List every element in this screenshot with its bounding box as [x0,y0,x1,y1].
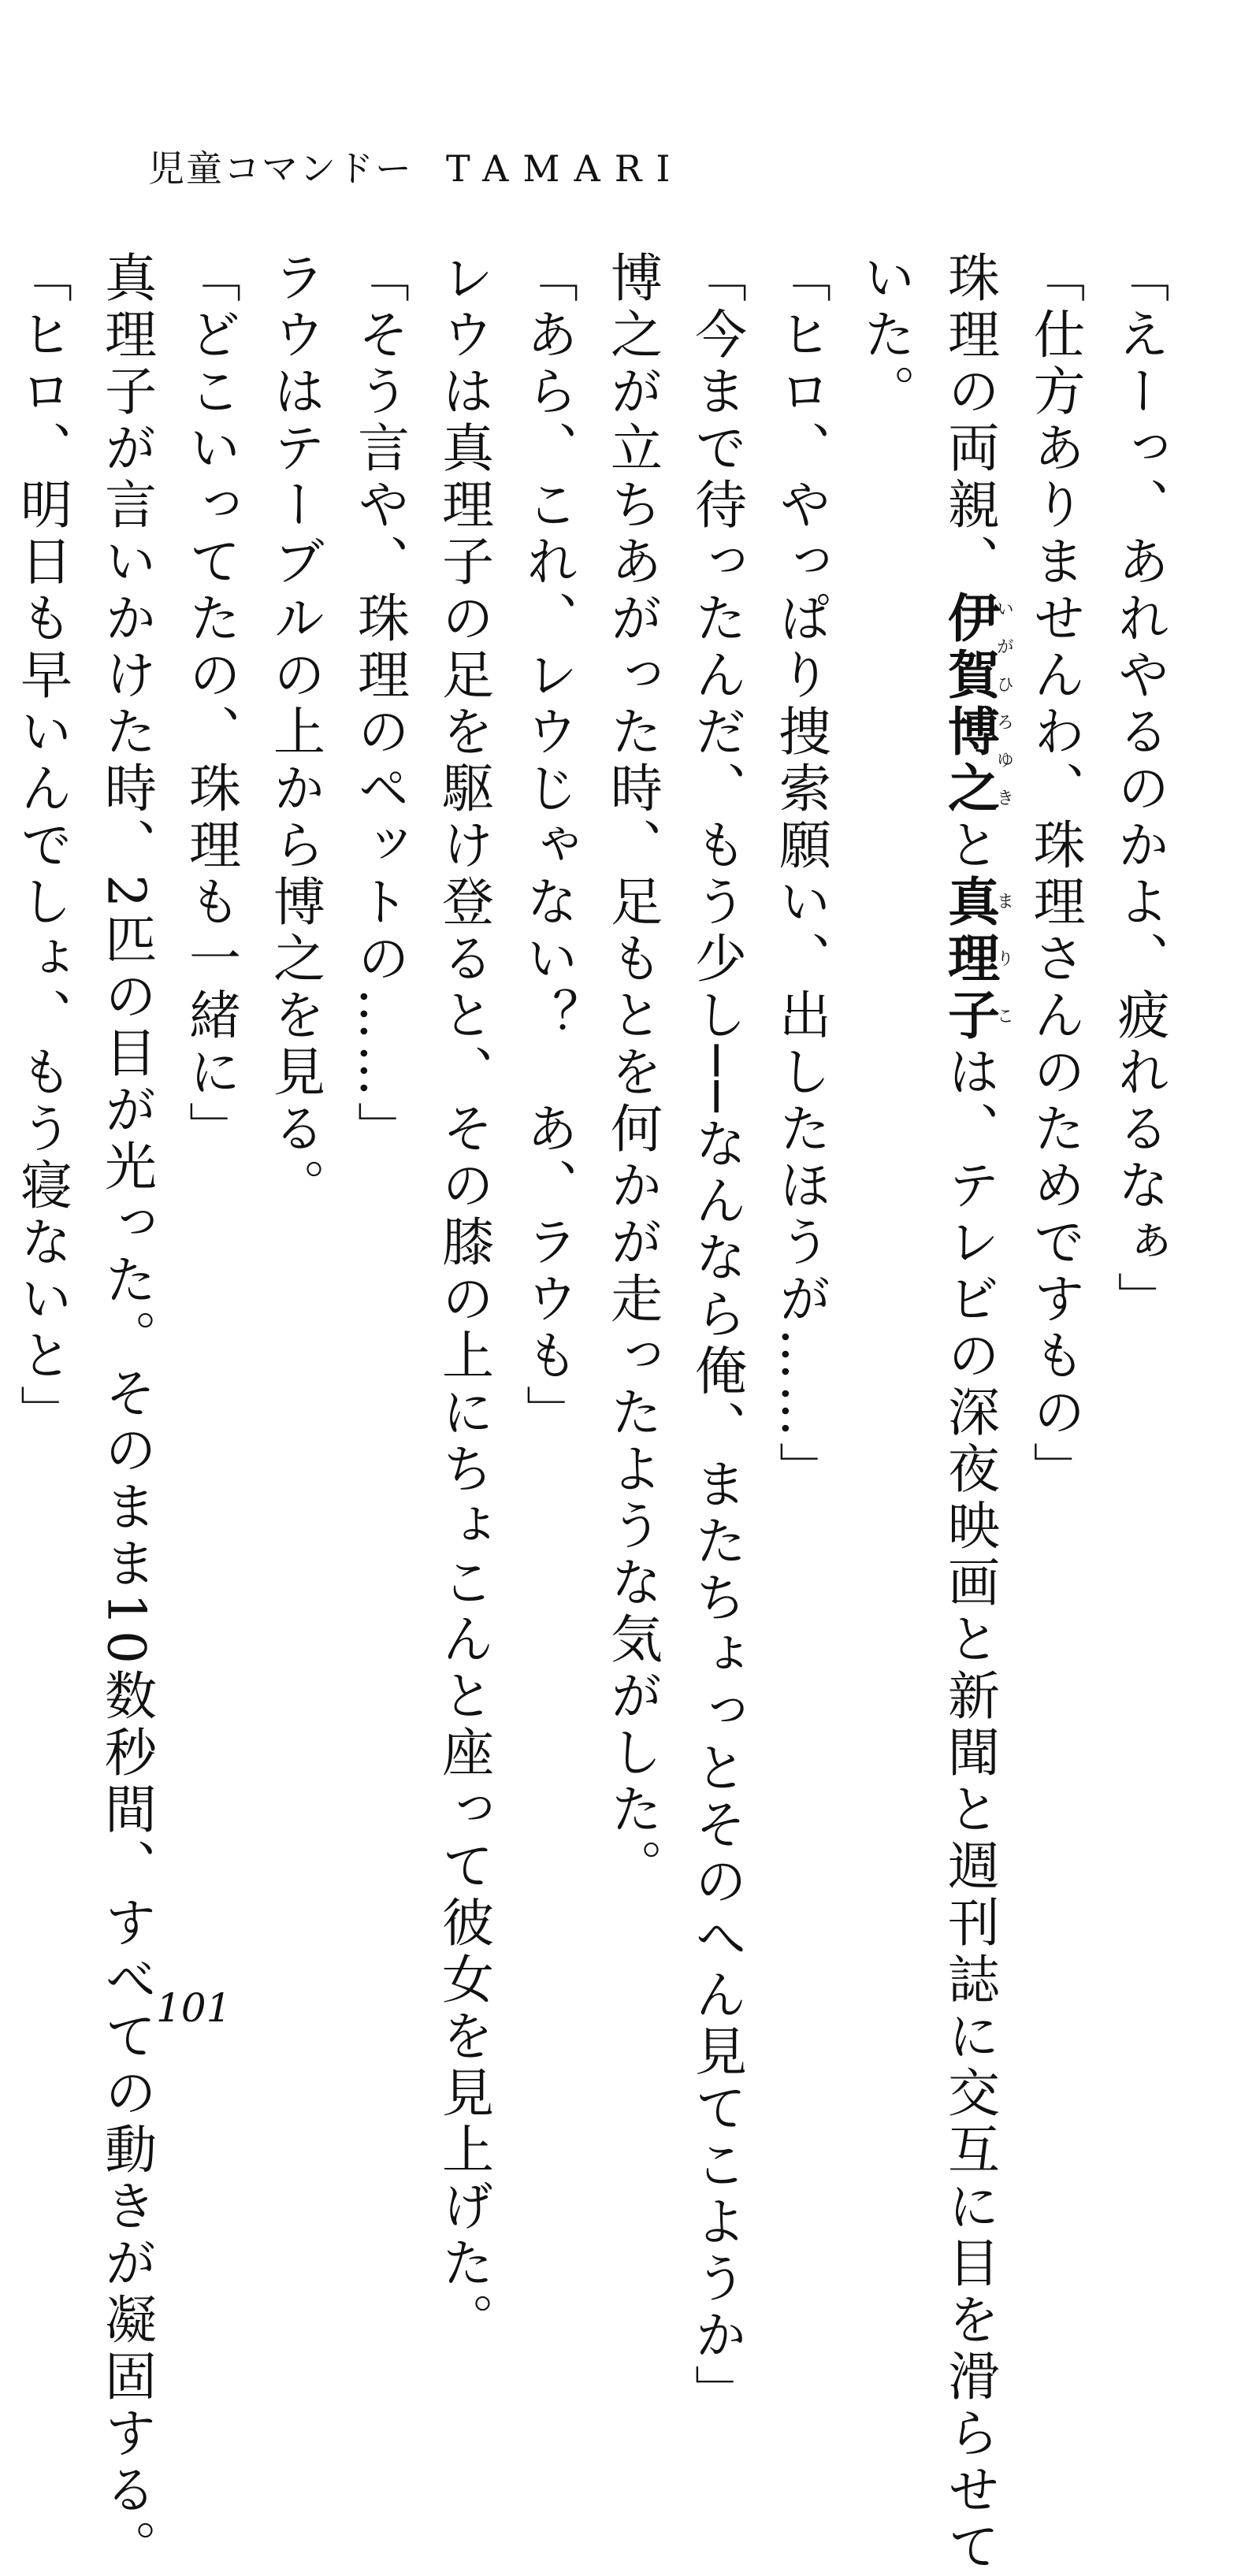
header-story-title: TAMARI [446,147,685,190]
name-mariko [938,874,1014,1045]
text-line-12: 「どこいってたの、珠理も一緒に」 [180,251,241,1158]
text-line-14: 「ヒロ、明日も早いんでしょ、もう寝ないと」 [11,251,72,1442]
text-line-6: 「今まで待ったんだ、もう少し──なんなら俺、またちょっとそのへん見てこようか」 [686,251,747,2422]
text-line-5: 「ヒロ、やっぱり捜索願い、出したほうが……」 [770,251,831,1498]
name-hiroyuki-kanji: 伊賀博之 [938,591,1000,818]
header-series-title: 児童コマンドー [148,147,413,190]
text-line-2: 「仕方ありませんわ、珠理さんのためですもの」 [1024,251,1085,1498]
text-line-4: いた。 [854,251,916,421]
name-mariko-ruby: まりこ [994,874,1014,1045]
page-number: 101 [156,1985,232,2031]
text-line-3 [927,251,1014,2576]
name-hiroyuki [938,591,1014,818]
name-mariko-kanji: 真理子 [938,874,1000,1045]
text-line-7: 博之が立ちあがった時、足もとを何かが走ったような気がした。 [601,251,663,1895]
text-line-10: 「そう言や、珠理のペットの……」 [348,251,410,1158]
text-line-1: 「えーっ、あれやるのかよ、疲れるなぁ」 [1109,251,1169,1328]
text-line-11: ラウはテーブルの上から博之を見る。 [264,251,325,1215]
running-header [148,140,685,192]
text-line-13: 真理子が言いかけた時、2匹の目が光った。そのまま10数秒間、すべての動きが凝固する。 [95,251,157,2576]
name-hiroyuki-ruby: いがひろゆき [994,591,1014,818]
text-line-3-connector: と [938,818,1000,874]
text-line-9: レウは真理子の足を駆け登ると、その膝の上にちょこんと座って彼女を見上げた。 [433,251,494,2349]
text-line-3-end: は、テレビの深夜映画と新聞と週刊誌に交互に目を滑らせて [938,1045,1000,2576]
text-line-8: 「あら、これ、レウじゃない？ あ、ラウも」 [517,251,578,1442]
text-line-3-start: 珠理の両親、 [938,251,1000,591]
